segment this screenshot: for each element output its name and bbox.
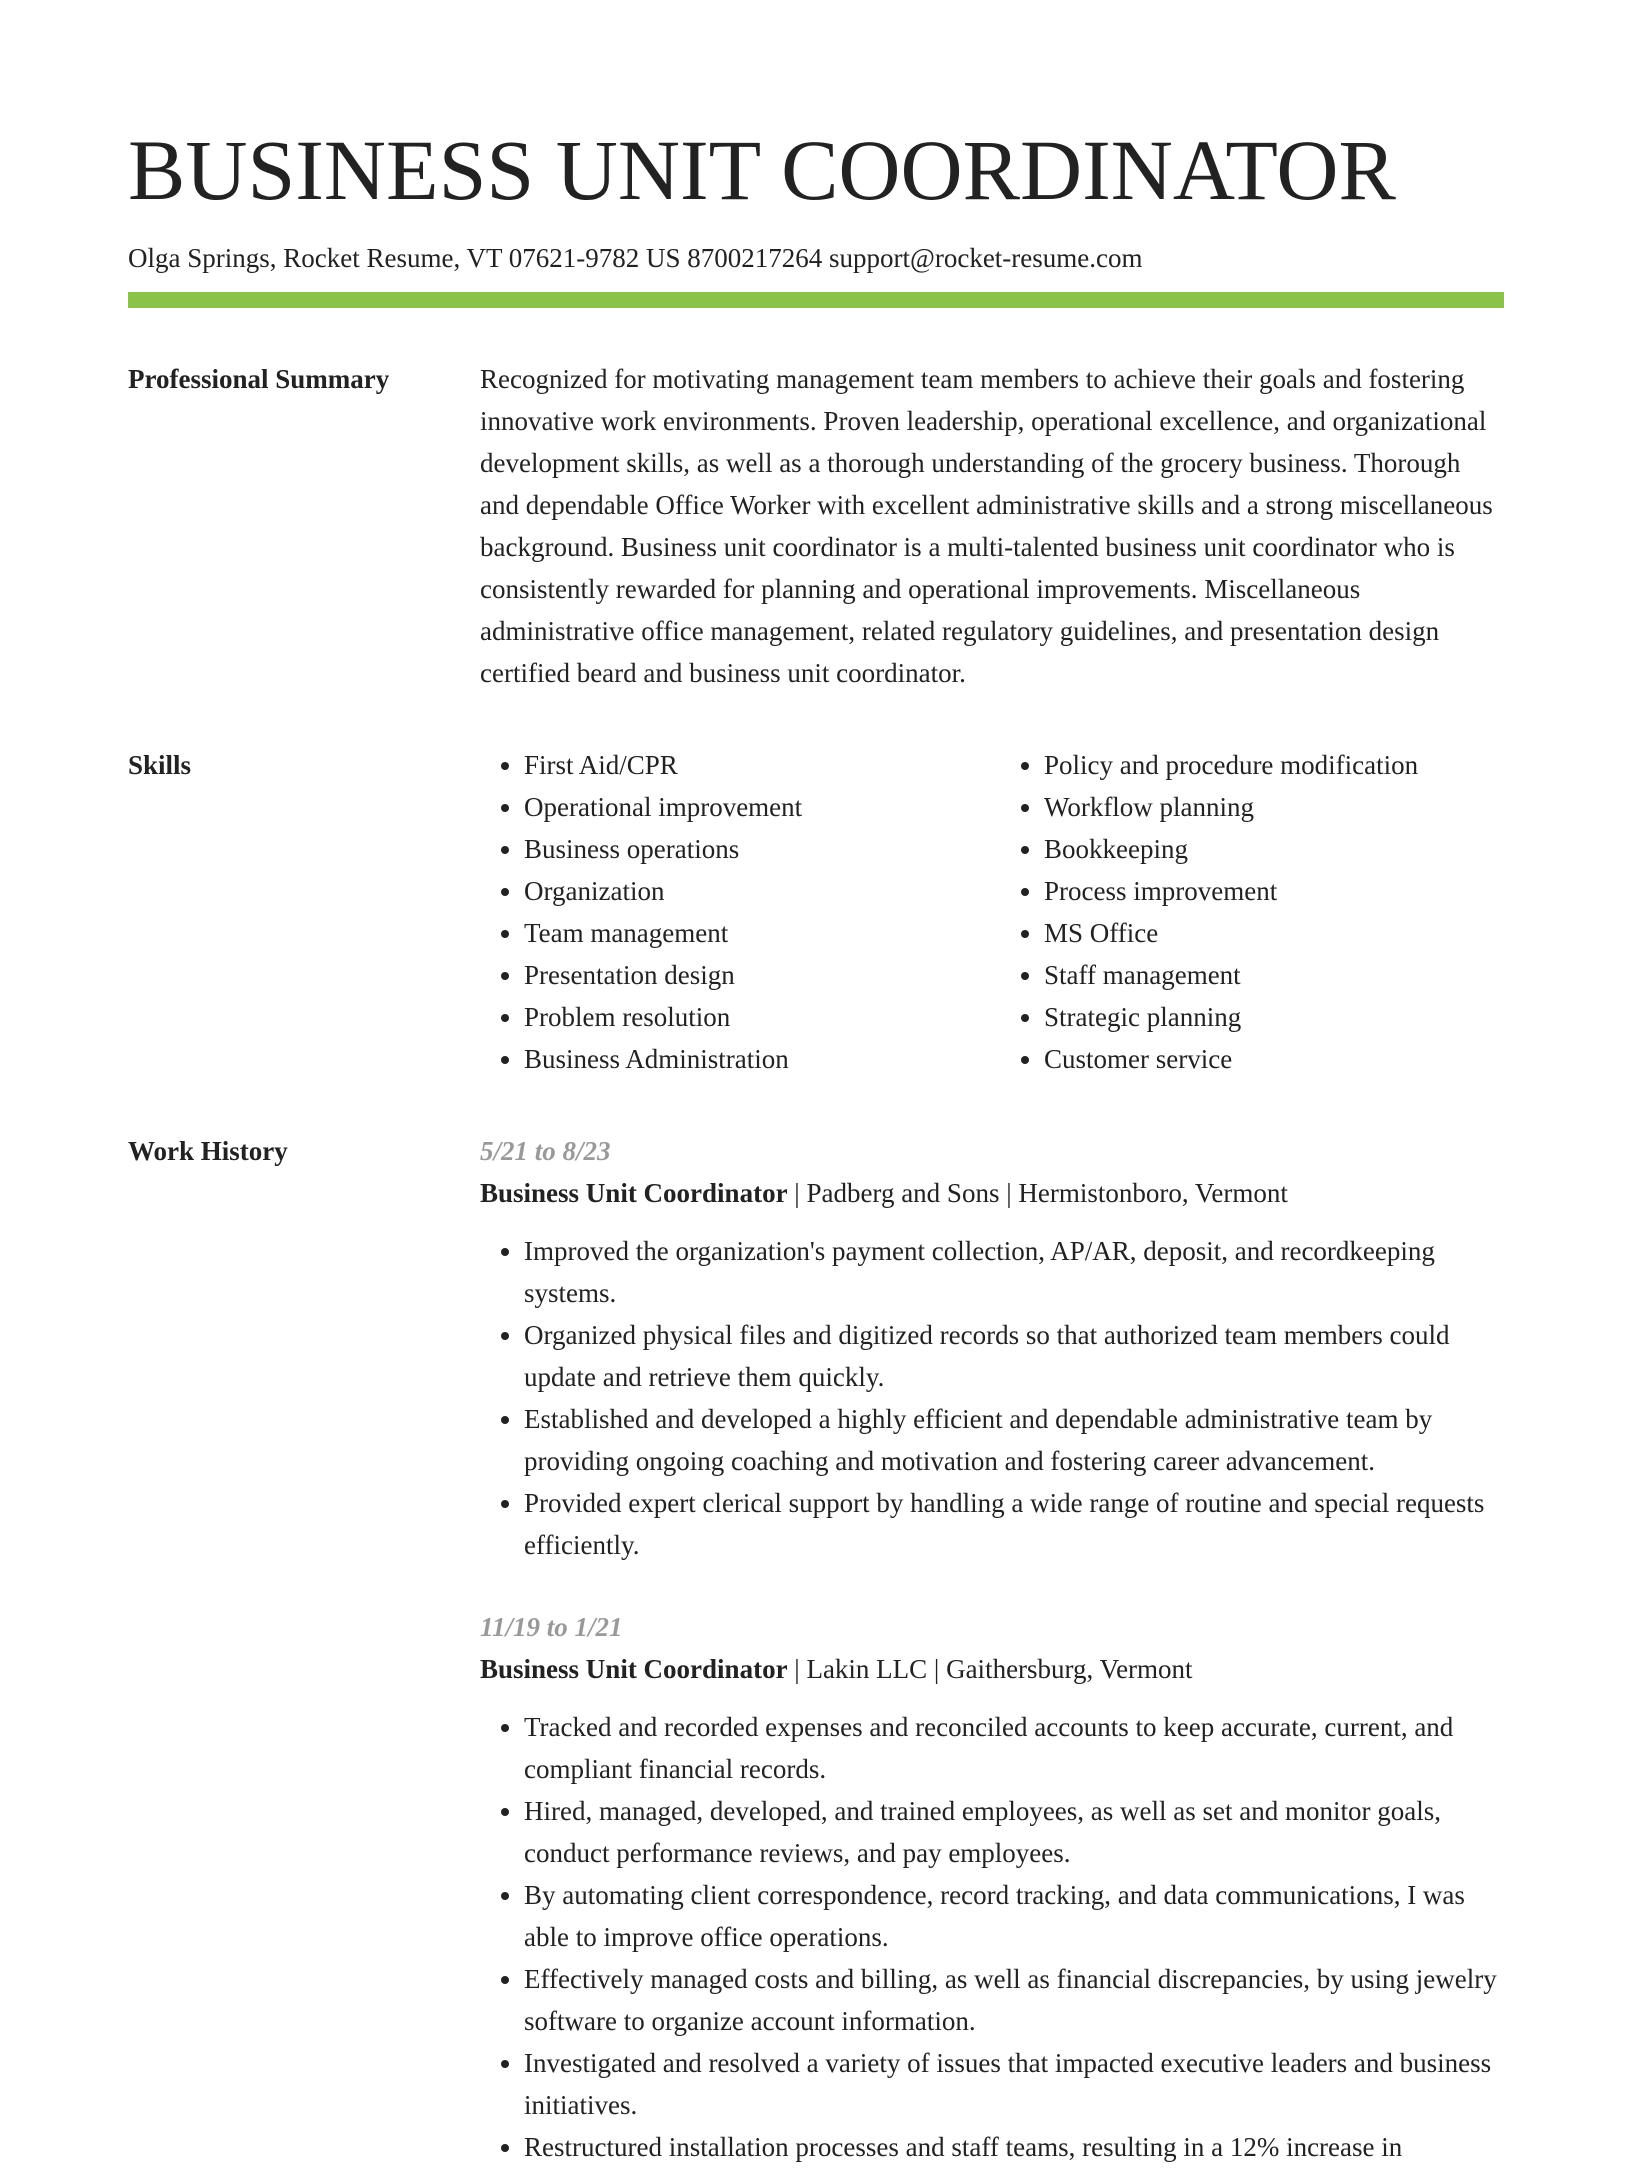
- skill-item: • Strategic planning: [1044, 996, 1504, 1038]
- skill-item: • Organization: [524, 870, 984, 912]
- skill-item: • MS Office: [1044, 912, 1504, 954]
- skill-item: • Business Administration: [524, 1038, 984, 1080]
- skill-item: • Bookkeeping: [1044, 828, 1504, 870]
- job-bullet: • Provided expert clerical support by handling a wide range of routine and special requests efficiently.: [524, 1482, 1504, 1566]
- skill-item: • Workflow planning: [1044, 786, 1504, 828]
- job-bullet: • Effectively managed costs and billing, as well as financial discrepancies, by using jewelry software to organize account information.: [524, 1958, 1504, 2042]
- skills-section: [128, 744, 1504, 1080]
- job-entry: [480, 1130, 1504, 1566]
- skill-item: • Team management: [524, 912, 984, 954]
- section-title-skills: Skills: [128, 750, 192, 780]
- job-bullet: • Restructured installation processes and staff teams, resulting in a 12% increase in: [524, 2126, 1504, 2168]
- accent-divider: [128, 292, 1504, 308]
- summary-text: Recognized for motivating management team members to achieve their goals and fostering innovative work environments. Proven leadership, operational excellence, and organizational development skills, as well as a thorough understanding of the grocery business. Thorough and dependable Office Worker with excellent administrative skills and a strong miscellaneous background. Business unit coordinator is a multi-talented business unit coordinator who is consistently rewarded for planning and operational improvements. Miscellaneous administrative office management, related regulatory guidelines, and presentation design certified beard and business unit coordinator.: [480, 364, 1493, 688]
- skills-list-right: [984, 744, 1504, 1080]
- summary-section: [128, 358, 1504, 694]
- job-heading: [480, 1172, 1504, 1214]
- skills-list-left: [480, 744, 984, 1080]
- job-bullets: [480, 1230, 1504, 1566]
- skill-item: • Staff management: [1044, 954, 1504, 996]
- job-bullet: • Investigated and resolved a variety of issues that impacted executive leaders and business initiatives.: [524, 2042, 1504, 2126]
- section-title-summary: Professional Summary: [128, 364, 390, 394]
- skill-item: • Business operations: [524, 828, 984, 870]
- skill-item: • Problem resolution: [524, 996, 984, 1038]
- job-company-location: | Lakin LLC | Gaithersburg, Vermont: [787, 1654, 1193, 1684]
- skill-item: • Customer service: [1044, 1038, 1504, 1080]
- job-bullet: • Organized physical files and digitized records so that authorized team members could update and retrieve them quickly.: [524, 1314, 1504, 1398]
- job-bullet: • Tracked and recorded expenses and reconciled accounts to keep accurate, current, and compliant financial records.: [524, 1706, 1504, 1790]
- skill-item: • Policy and procedure modification: [1044, 744, 1504, 786]
- skill-item: • Presentation design: [524, 954, 984, 996]
- job-bullet: • Improved the organization's payment collection, AP/AR, deposit, and recordkeeping systems.: [524, 1230, 1504, 1314]
- job-bullet: • By automating client correspondence, record tracking, and data communications, I was able to improve office operations.: [524, 1874, 1504, 1958]
- work-history-section: [128, 1130, 1504, 2168]
- job-entry: [480, 1606, 1504, 2168]
- job-dates: 5/21 to 8/23: [480, 1136, 611, 1166]
- skill-item: • First Aid/CPR: [524, 744, 984, 786]
- job-bullet: • Established and developed a highly efficient and dependable administrative team by providing ongoing coaching and motivation and fostering career advancement.: [524, 1398, 1504, 1482]
- skill-item: • Process improvement: [1044, 870, 1504, 912]
- job-bullets: [480, 1706, 1504, 2168]
- job-dates: 11/19 to 1/21: [480, 1612, 623, 1642]
- section-title-work-history: Work History: [128, 1136, 288, 1166]
- skill-item: • Operational improvement: [524, 786, 984, 828]
- contact-line: Olga Springs, Rocket Resume, VT 07621-9782 US 8700217264 support@rocket-resume.com: [128, 243, 1143, 273]
- resume-name: BUSINESS UNIT COORDINATOR: [128, 122, 1396, 218]
- resume-page: [128, 0, 1504, 2168]
- job-title: Business Unit Coordinator: [480, 1178, 788, 1208]
- job-company-location: | Padberg and Sons | Hermistonboro, Vermont: [787, 1178, 1288, 1208]
- job-bullet: • Hired, managed, developed, and trained employees, as well as set and monitor goals, conduct performance reviews, and pay employees.: [524, 1790, 1504, 1874]
- job-title: Business Unit Coordinator: [480, 1654, 788, 1684]
- job-heading: [480, 1648, 1504, 1690]
